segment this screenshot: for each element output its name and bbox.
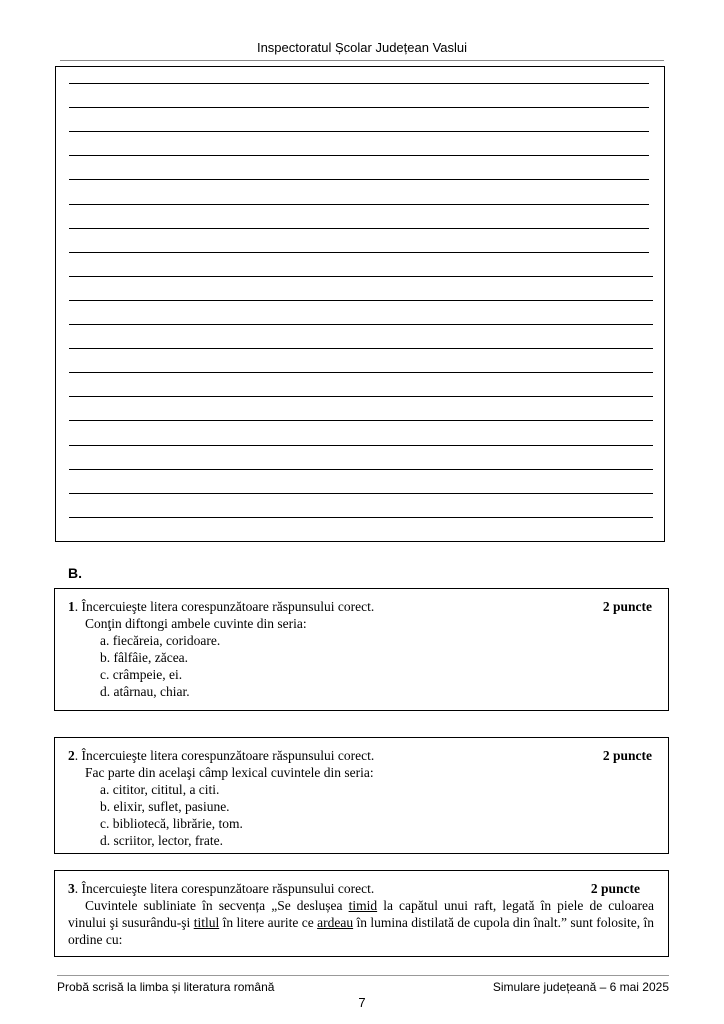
- writing-line: [69, 445, 653, 446]
- question-3-text: [68, 897, 654, 948]
- question-2-instruction: 2. Încercuieşte litera corespunzătoare răspunsului corect.: [68, 748, 375, 763]
- question-2-points: 2 puncte: [602, 748, 652, 763]
- writing-line: [69, 396, 653, 397]
- question-3-text-part: în litere aurite ce: [219, 915, 318, 930]
- writing-line: [69, 348, 653, 349]
- writing-line: [69, 372, 653, 373]
- question-3-text-part: la capătul unui raft, legată în piele de culoarea vinului şi susurându-şi: [68, 898, 655, 930]
- writing-line: [69, 131, 649, 132]
- writing-line: [69, 469, 653, 470]
- footer-exam-title: Probă scrisă la limba și literatura română: [57, 980, 275, 994]
- writing-line: [69, 107, 649, 108]
- question-3-instruction: 3. Încercuieşte litera corespunzătoare răspunsului corect.: [68, 881, 375, 896]
- page-number: 7: [358, 995, 366, 1010]
- writing-line: [69, 276, 653, 277]
- question-2-option-a[interactable]: a. cititor, cititul, a citi.: [100, 782, 220, 797]
- footer-exam-date: Simulare județeană – 6 mai 2025: [492, 980, 669, 994]
- question-3-text-part: Cuvintele subliniate în secvența „Se deslușea: [85, 898, 349, 913]
- question-1-points: 2 puncte: [602, 599, 652, 614]
- page-header: Inspectoratul Școlar Județean Vaslui: [256, 40, 468, 55]
- writing-line: [69, 420, 653, 421]
- question-1-option-c[interactable]: c. crâmpeie, ei.: [100, 667, 183, 682]
- writing-line: [69, 204, 649, 205]
- underlined-word-titlul: titlul: [193, 915, 220, 930]
- question-2-prompt: Fac parte din acelaşi câmp lexical cuvintele din seria:: [85, 765, 374, 780]
- section-b-label: B.: [68, 565, 82, 581]
- writing-line: [69, 517, 653, 518]
- header-divider: [60, 60, 664, 61]
- underlined-word-ardeau: ardeau: [317, 915, 354, 930]
- footer-divider: [57, 975, 669, 976]
- underlined-word-timid: timid: [348, 898, 378, 913]
- writing-line: [69, 228, 649, 229]
- writing-line: [69, 493, 653, 494]
- question-3-box: [54, 870, 669, 957]
- question-1-option-a[interactable]: a. fiecăreia, coridoare.: [100, 633, 221, 648]
- question-1-option-b[interactable]: b. fâlfâie, zăcea.: [100, 650, 189, 665]
- question-1-box: [54, 588, 669, 711]
- writing-line: [69, 300, 653, 301]
- writing-line: [69, 179, 649, 180]
- writing-line: [69, 324, 653, 325]
- question-3-text-part: în lumina distilată de cupola din înalt.” sunt folosite, în ordine cu:: [68, 915, 654, 947]
- question-2-option-c[interactable]: c. bibliotecă, librărie, tom.: [100, 816, 243, 831]
- question-2-option-d[interactable]: d. scriitor, lector, frate.: [100, 833, 223, 848]
- writing-line: [69, 83, 649, 84]
- question-1-prompt: Conţin diftongi ambele cuvinte din seria:: [85, 616, 307, 631]
- question-1-instruction: 1. Încercuieşte litera corespunzătoare răspunsului corect.: [68, 599, 375, 614]
- question-2-box: [54, 737, 669, 854]
- question-3-points: 2 puncte: [590, 881, 640, 896]
- question-1-option-d[interactable]: d. atârnau, chiar.: [100, 684, 190, 699]
- writing-line: [69, 155, 649, 156]
- writing-line: [69, 252, 649, 253]
- answer-writing-area[interactable]: [55, 66, 665, 542]
- question-2-option-b[interactable]: b. elixir, suflet, pasiune.: [100, 799, 230, 814]
